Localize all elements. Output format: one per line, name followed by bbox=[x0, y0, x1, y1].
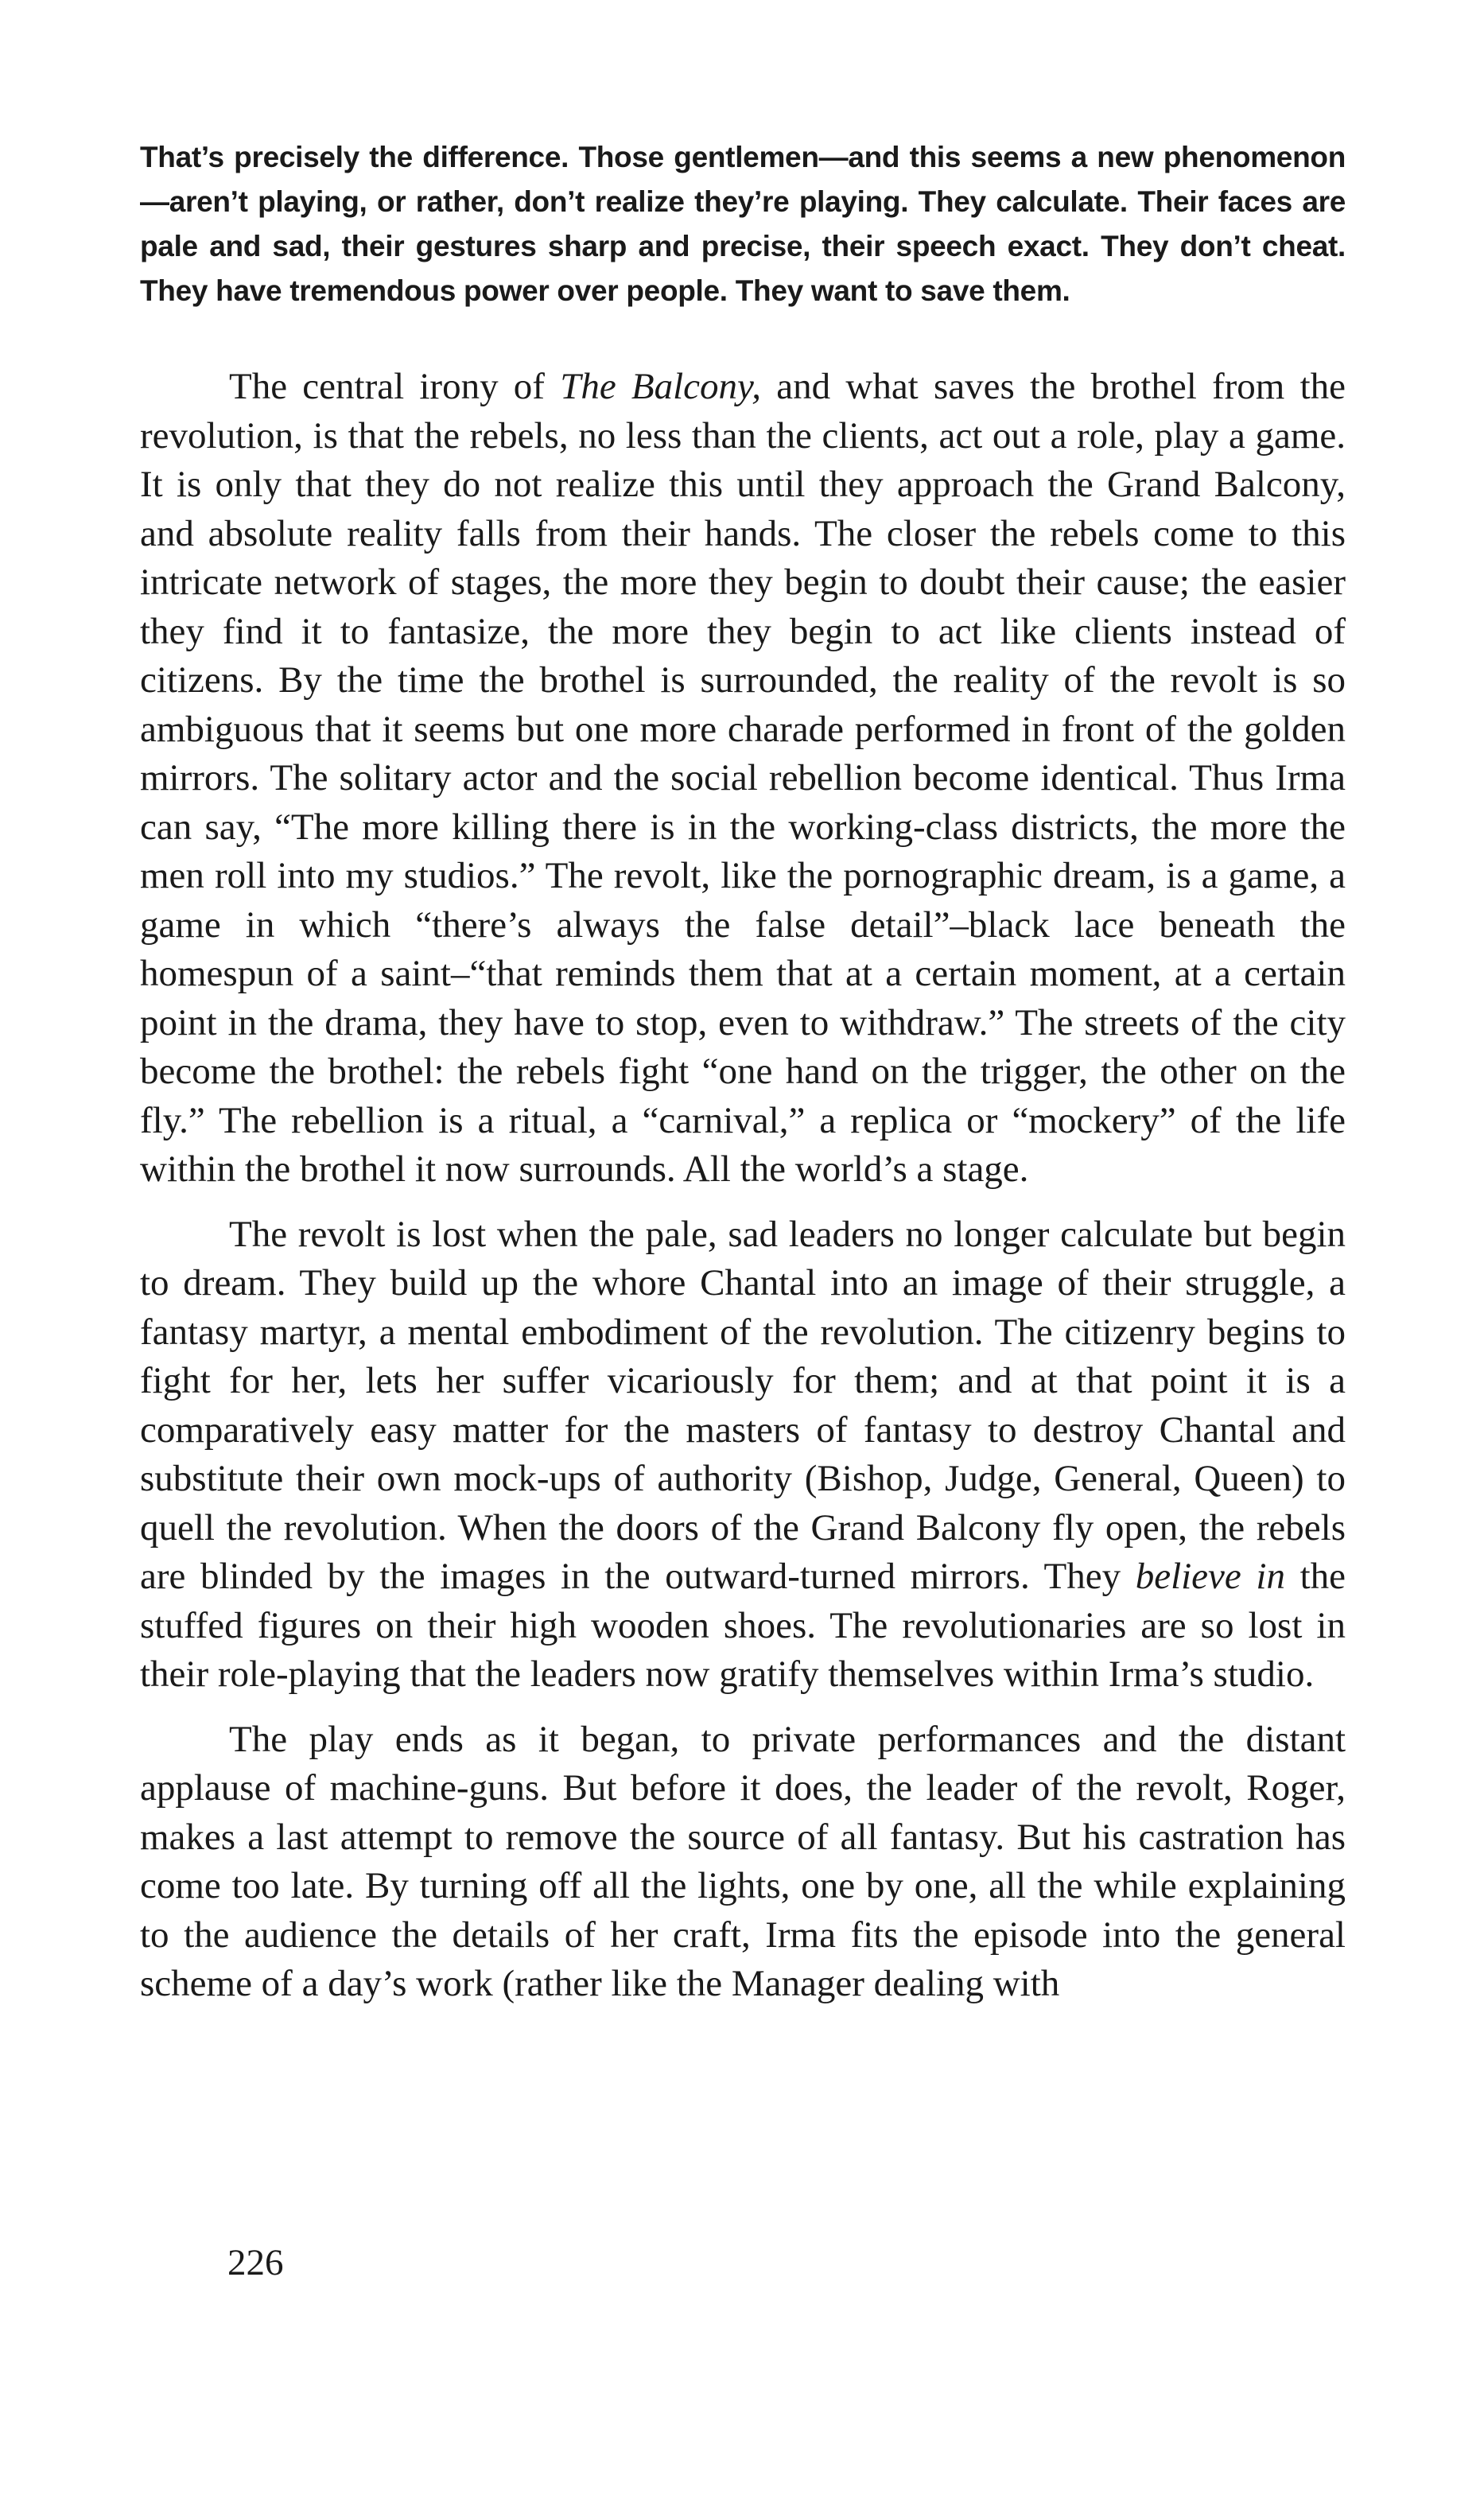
page-body bbox=[140, 135, 1346, 2025]
page-number: 226 bbox=[227, 2242, 284, 2283]
emphasis-believe-in: believe in bbox=[1135, 1556, 1285, 1597]
paragraph-1 bbox=[140, 363, 1346, 1195]
paragraph-2-text-end: the stuffed figures on their high wooden shoes. The revolutionaries are so lost in their role-playing that the leaders now gratify themselves within Irma’s studio. bbox=[140, 1556, 1346, 1695]
paragraph-1-text-start: The central irony of bbox=[229, 366, 561, 407]
play-title: The Balcony, bbox=[560, 366, 762, 407]
paragraph-1-text-end: and what saves the brothel from the revolution, is that the rebels, no less than the clients, act out a role, play a game. It is only that they do not realize this until they approach the Grand Balcony, and absolute reality falls from their hands. The closer the rebels come to this intricate network of stages, the more they begin to doubt their cause; the easier they find it to fantasize, the more they begin to act like clients instead of citizens. By the time the brothel is surrounded, the reality of the revolt is so ambiguous that it seems but one more charade performed in front of the golden mirrors. The solitary actor and the social rebellion become identical. Thus Irma can say, “The more killing there is in the working-class districts, the more the men roll into my studios.” The revolt, like the pornographic dream, is a game, a game in which “there’s always the false detail”–black lace beneath the homespun of a saint–“that reminds them that at a certain moment, at a certain point in the drama, they have to stop, even to withdraw.” The streets of the city become the brothel: the rebels fight “one hand on the trigger, the other on the fly.” The rebellion is a ritual, a “carnival,” a replica or “mockery” of the life within the brothel it now surrounds. All the world’s a stage. bbox=[140, 366, 1346, 1190]
paragraph-2-text-start: The revolt is lost when the pale, sad leaders no longer calculate but begin to dream. They build up the whore Chantal into an image of their struggle, a fantasy martyr, a mental embodiment of the revolution. The citizenry begins to fight for her, lets her suffer vicariously for them; and at that point it is a comparatively easy matter for the masters of fantasy to destroy Chantal and substitute their own mock-ups of authority (Bishop, Judge, General, Queen) to quell the revolution. When the doors of the Grand Balcony fly open, the rebels are blinded by the images in the outward-turned mirrors. They bbox=[140, 1213, 1346, 1597]
paragraph-2 bbox=[140, 1210, 1346, 1700]
block-quote: That’s precisely the difference. Those gentlemen—and this seems a new phenomenon —aren’t playing, or rather, don’t realize they’re playing. They calculate. Their faces are pale and sad, their gestures sharp and precise, their speech exact. They don’t cheat. They have tremendous power over people. They want to save them. bbox=[140, 141, 1346, 307]
paragraph-3: The play ends as it began, to private performances and the distant applause of machine-guns. But before it does, the leader of the revolt, Roger, makes a last attempt to remove the source of all fantasy. But his castration has come too late. By turning off all the lights, one by one, all the while explaining to the audience the details of her craft, Irma fits the episode into the general scheme of a day’s work (rather like the Manager dealing with bbox=[140, 1718, 1346, 2004]
